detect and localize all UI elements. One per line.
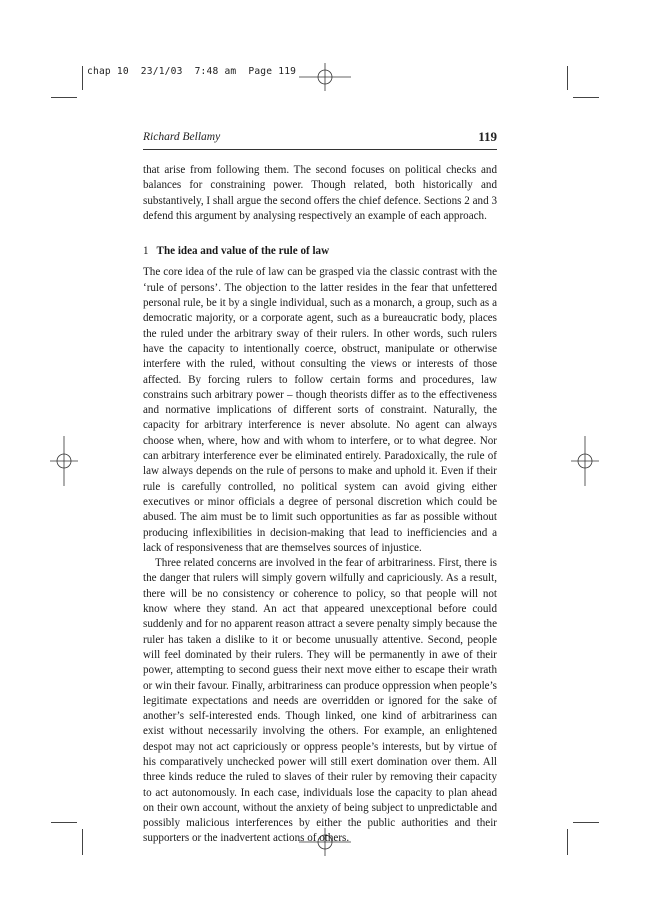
crop-mark-bottom-left-horizontal (51, 822, 77, 823)
crop-mark-top-right-vertical (567, 66, 568, 90)
crop-mark-top-left-horizontal (51, 97, 77, 98)
crop-mark-bottom-left-vertical (82, 829, 83, 855)
crop-mark-top-left-vertical (82, 66, 83, 90)
crop-mark-bottom-right-vertical (567, 829, 568, 855)
body-text (143, 163, 497, 847)
body-paragraph: Three related concerns are involved in the fear of arbitrariness. First, there is the danger that rulers will simply govern wilfully and capriciously. As a result, there will be no consistency or coherence to policy, so that people will not know where they stand. An act that appeared unexceptional before could suddenly and for no apparent reason attract a severe penalty simply because the ruler has taken a dislike to it or become unusually attentive. Second, people will feel dominated by their rulers. They will be permanently in awe of their power, attempting to second guess their next move either to escape their wrath or win their favour. Finally, arbitrariness can produce oppression when people’s legitimate expectations and needs are overridden or ignored for the sake of another’s self-interested ends. Though linked, one kind of arbitrariness can exist without necessarily involving the others. For example, an enlightened despot may not act capriciously or oppress people’s interests, but by virtue of his comparatively unchecked power will still exert domination over them. All three kinds reduce the ruled to slaves of their ruler by removing their capacity to act autonomously. In each case, individuals lose the capacity to plan ahead on their own account, without the anxiety of being subject to unpredictable and possibly malicious interferences by either the public authorities and their supporters or the inadvertent actions of others. (143, 557, 497, 845)
print-slug: chap 10 23/1/03 7:48 am Page 119 (87, 66, 297, 77)
page-number: 119 (478, 129, 497, 144)
crop-mark-bottom-right-horizontal (573, 822, 599, 823)
body-paragraph: The core idea of the rule of law can be grasped via the classic contrast with the ‘rule of persons’. The objection to the latter resides in the fear that unfettered personal rule, be it by a single individual, such as a monarch, a group, such as a democratic majority, or a corporate agent, such as a bureaucratic body, places the ruled under the arbitrary sway of their rulers. In other words, such rulers have the capacity to intentionally coerce, obstruct, manipulate or otherwise interfere with the ruled, without consulting the views or interests of those affected. By forcing rulers to follow certain forms and procedures, law constrains such arbitrary power – though theorists differ as to the effectiveness and normative implications of different sorts of constraint. Naturally, the capacity for arbitrary interference is never absolute. No agent can always choose when, where, how and with whom to interfere, or to what degree. Nor can arbitrary interference ever be eliminated entirely. Paradoxically, the rule of law always depends on the rule of persons to make and uphold it. Even if their rule is carefully controlled, no political system can avoid giving either executives or minor officials a degree of personal discretion which could be abused. The aim must be to limit such opportunities as far as possible without producing inflexibilities in decision-making that lead to inefficiencies and a lack of responsiveness that are themselves sources of injustice. (143, 266, 497, 554)
running-header (143, 131, 497, 150)
registration-mark-top-icon (299, 63, 351, 91)
section-number: 1 (143, 245, 149, 258)
registration-mark-left-icon (50, 436, 78, 486)
registration-mark-right-icon (571, 436, 599, 486)
section-heading (143, 244, 497, 259)
crop-mark-top-right-horizontal (573, 97, 599, 98)
running-header-author: Richard Bellamy (143, 131, 221, 143)
section-title: The idea and value of the rule of law (156, 245, 330, 258)
intro-paragraph: that arise from following them. The second focuses on political checks and balances for constraining power. Though related, both historically and substantively, I shall argue the second offers the chief defence. Sections 2 and 3 defend this argument by analysing respectively an example of each approach. (143, 164, 497, 222)
